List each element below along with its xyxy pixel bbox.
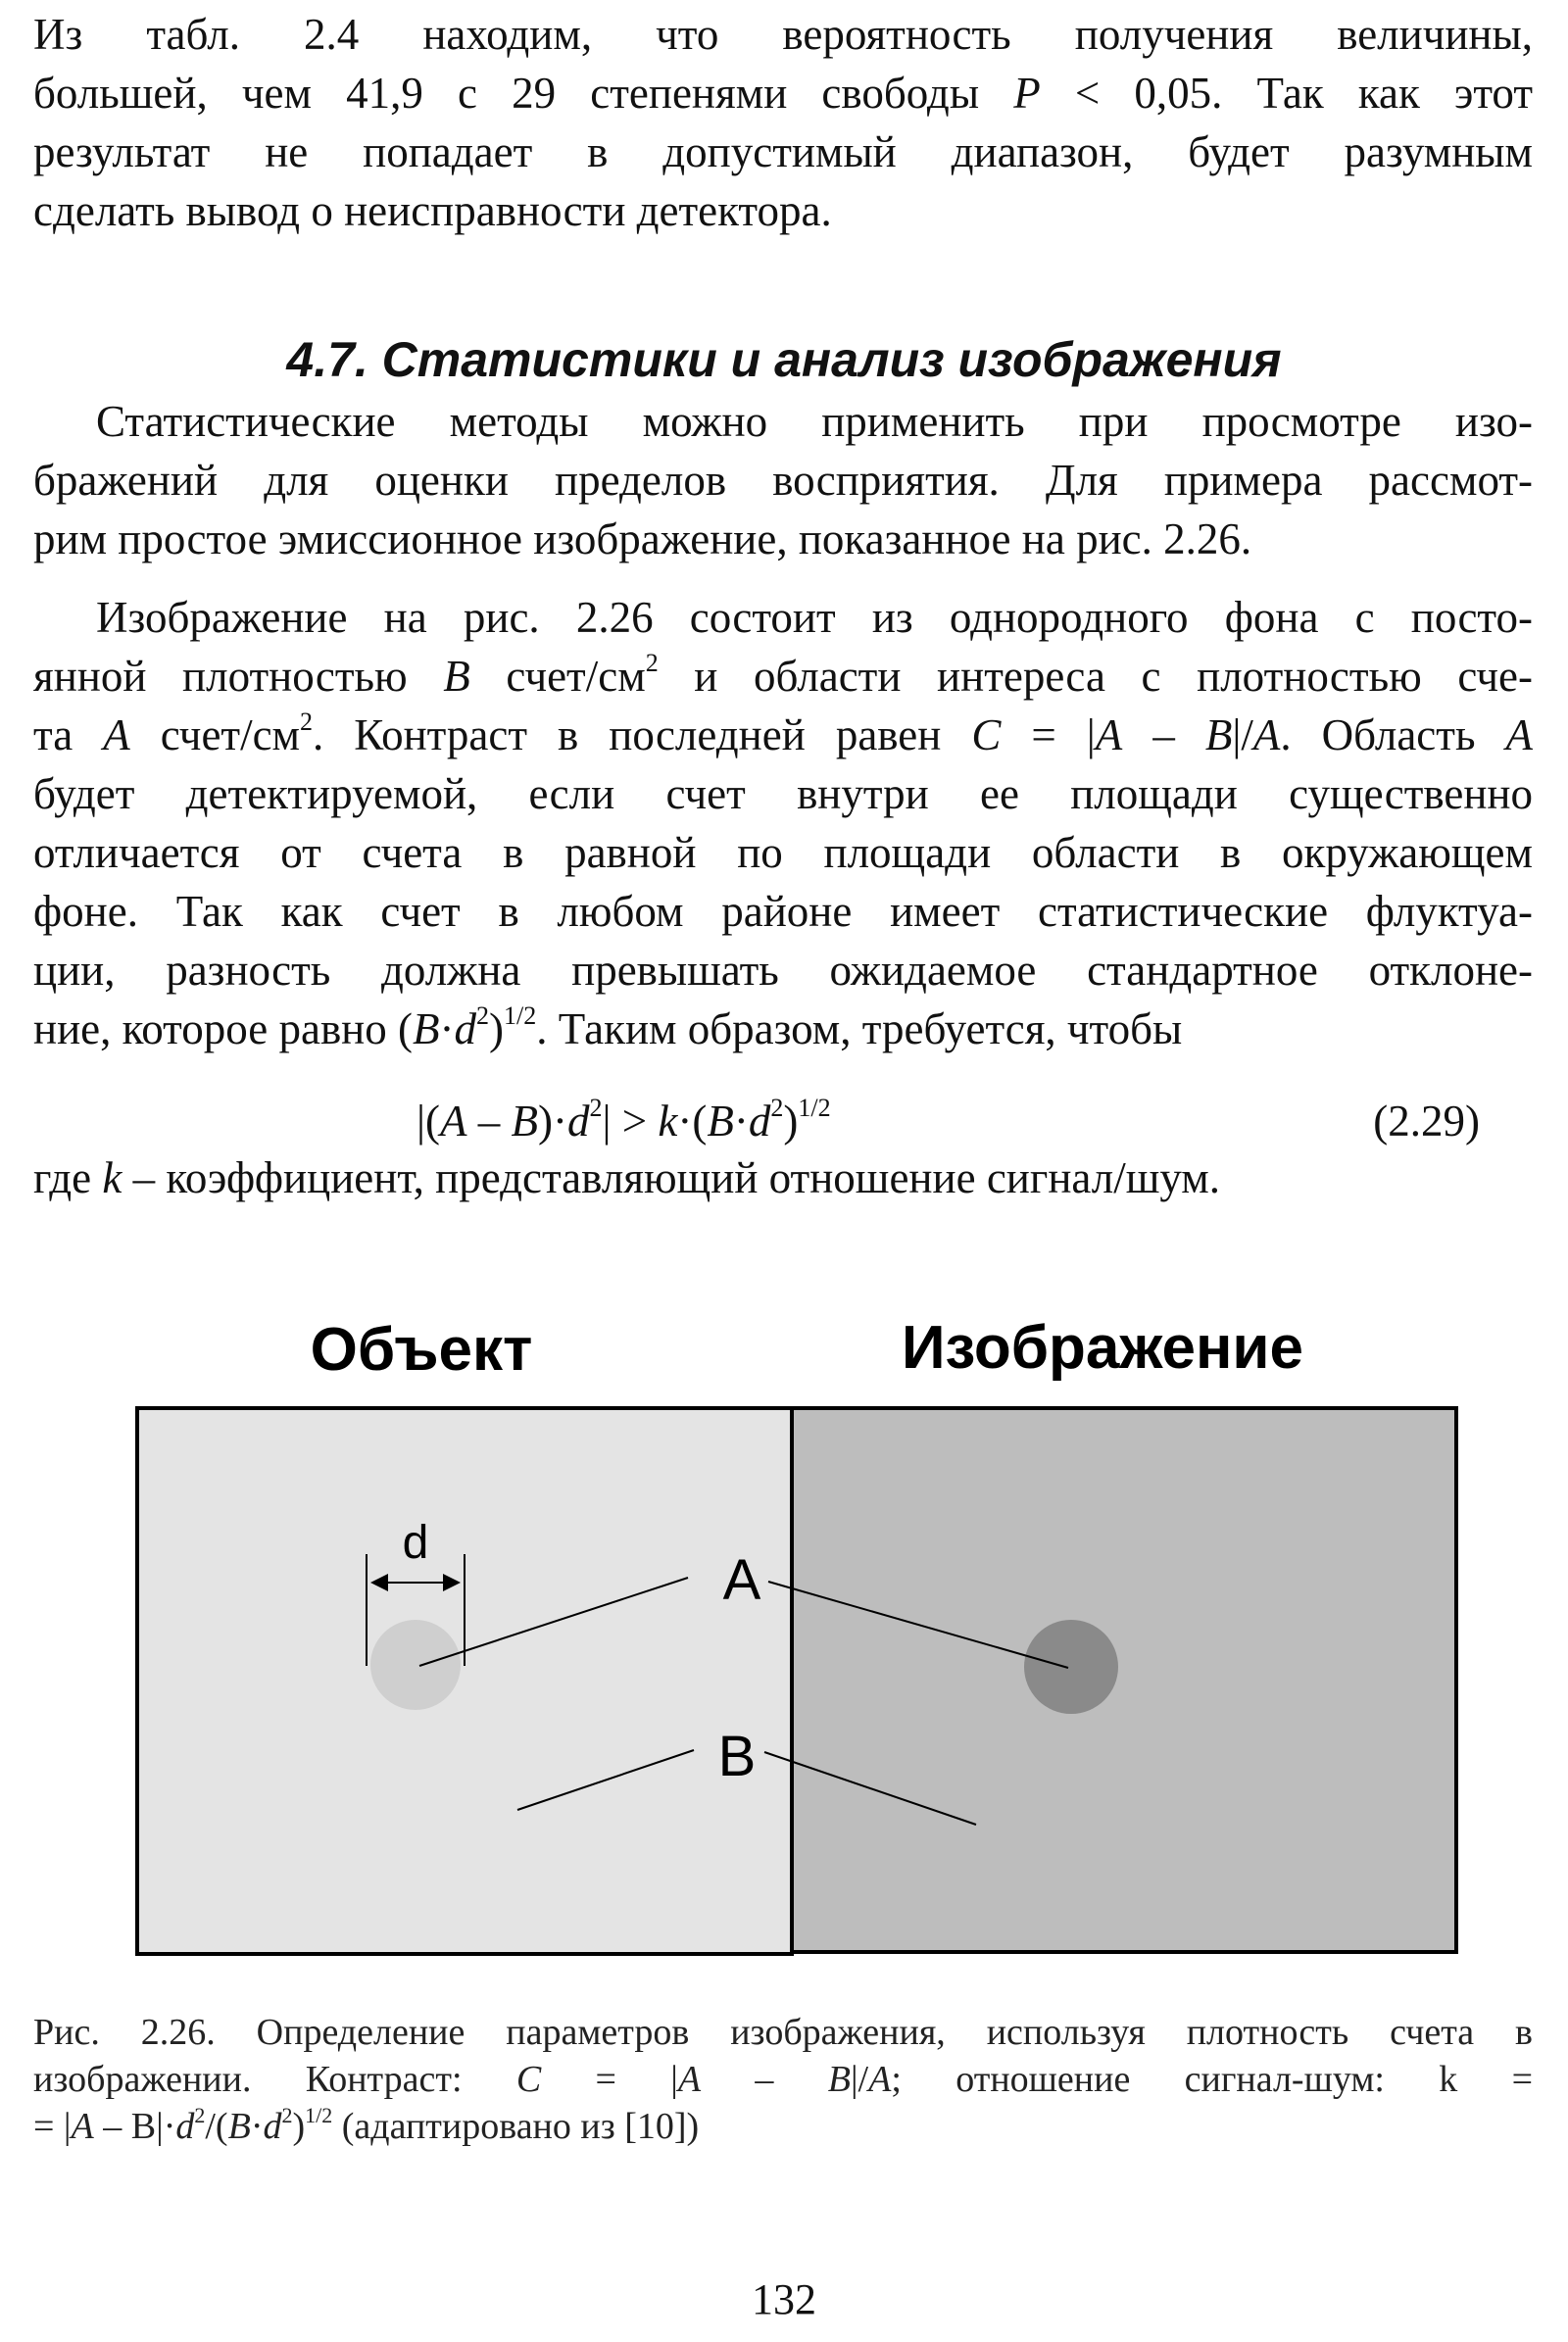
image-region-a [1024,1620,1118,1714]
text-line: та A счет/$см^2$. Контраст в последней равен C = |A – B|/A. Область A [33,707,1533,759]
equation-formula: $|(A - B)\cdot d^2| > k\cdot(B\cdot d^2)^{1/2}$ [416,1094,831,1146]
caption-line: Рис. 2.26. Определение параметров изображения, используя плотность счета в [33,2012,1533,2053]
label-b: B [717,1725,757,1788]
object-region-a [370,1620,461,1710]
equation-2-29 [0,1092,1568,1150]
text-line: ние, которое равно $(B\cdot d^2)^{1/2}$. Таким образом, требуется, чтобы [33,1001,1183,1053]
diameter-label: d [402,1517,429,1569]
figure-label-object: Объект [310,1316,533,1384]
figure-caption [33,2009,1533,2150]
after-equation-text [33,1148,1533,1207]
page-number: 132 [752,2275,816,2323]
paragraph-2 [33,588,1533,1058]
text-line: отличается от счета в равной по площади области в окружающем [33,828,1533,877]
figure-2-26 [0,1303,1568,1970]
intro-paragraph [33,5,1533,240]
caption-line: изображении. Контраст: C = |A – B|/A; отношение сигнал-шум: k = [33,2059,1534,2100]
figure-label-image: Изображение [901,1314,1304,1382]
paragraph-1 [33,392,1533,568]
text-line: будет детектируемой, если счет внутри ее площади существенно [33,769,1533,818]
text-line: ции, разность должна превышать ожидаемое стандартное отклоне- [33,946,1533,995]
text-line: результат не попадает в допустимый диапазон, будет разумным [33,127,1533,176]
text-line: рим простое эмиссионное изображение, показанное на рис. 2.26. [33,514,1252,563]
text-line: фоне. Так как счет в любом районе имеет статистические флуктуа- [33,887,1533,936]
section-heading: 4.7. Статистики и анализ изображения [286,332,1282,387]
caption-line: = $|A - B|\cdot d^2/(B\cdot d^2)^{1/2}$ (адаптировано из [10]) [33,2103,700,2147]
text-line: янной плотностью B счет/$см^2$ и области интереса с плотностью сче- [33,649,1533,701]
label-a: A [722,1548,761,1612]
text-line: Из табл. 2.4 находим, что вероятность получения величины, [33,10,1533,59]
text-line: Статистические методы можно применить при просмотре изо- [96,397,1533,446]
image-panel [792,1408,1456,1952]
text-line: бражений для оценки пределов восприятия. Для примера рассмот- [33,456,1533,505]
text-line: большей, чем 41,9 с 29 степенями свободы P < 0,05. Так как этот [33,69,1533,118]
text-line: где k – коэффициент, представляющий отношение сигнал/шум. [33,1153,1221,1202]
text-line: Изображение на рис. 2.26 состоит из однородного фона с посто- [96,593,1533,642]
text-line: сделать вывод о неисправности детектора. [33,186,832,235]
equation-number: (2.29) [1373,1097,1480,1146]
object-panel [137,1408,792,1954]
